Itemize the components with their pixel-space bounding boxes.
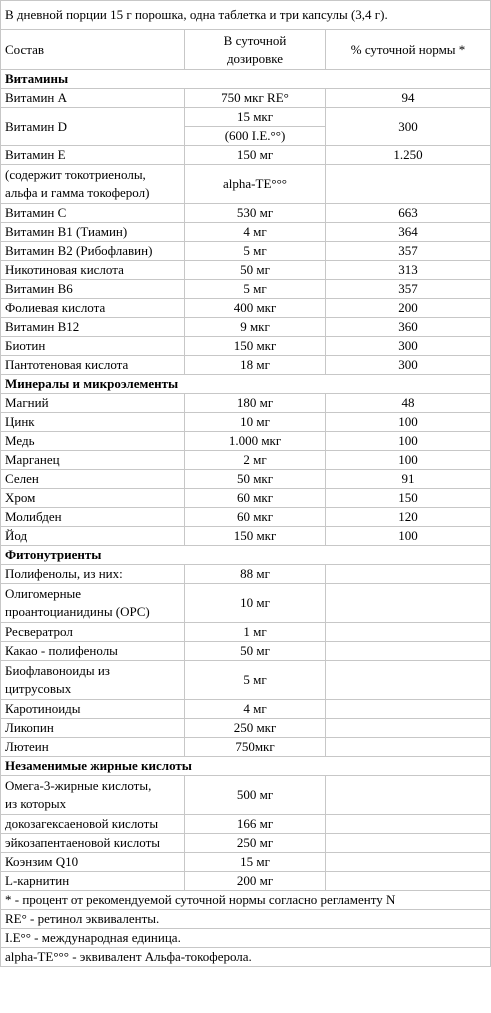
nutrient-name: Витамин C: [1, 204, 185, 223]
nutrient-percent: 663: [326, 204, 491, 223]
nutrient-dose: 4 мг: [185, 223, 326, 242]
nutrient-dose: 15 мг: [185, 853, 326, 872]
nutrient-percent: [326, 584, 491, 623]
nutrient-name: Каротиноиды: [1, 700, 185, 719]
footnote-re: RE° - ретинол эквиваленты.: [1, 910, 491, 929]
nutrient-dose: 50 мкг: [185, 470, 326, 489]
nutrient-name: Коэнзим Q10: [1, 853, 185, 872]
nutrient-name: Медь: [1, 432, 185, 451]
nutrient-percent: [326, 165, 491, 204]
header-percent-norm: % суточной нормы *: [326, 30, 491, 70]
nutrient-dose: 5 мг: [185, 661, 326, 700]
nutrient-name: Цинк: [1, 413, 185, 432]
nutrient-percent: [326, 815, 491, 834]
footnote-percent: * - процент от рекомендуемой суточной нормы согласно регламенту N: [1, 891, 491, 910]
nutrient-dose: 1 мг: [185, 623, 326, 642]
nutrient-percent: [326, 834, 491, 853]
table-row: [1, 108, 491, 127]
nutrient-note-line2: альфа и гамма токоферол): [5, 185, 150, 200]
header-daily-dose: [185, 30, 326, 70]
section-phytonutrients: [1, 546, 491, 565]
nutrient-dose: 50 мг: [185, 261, 326, 280]
nutrient-name: Витамин B6: [1, 280, 185, 299]
nutrient-percent: 100: [326, 413, 491, 432]
table-row: [1, 432, 491, 451]
table-row: [1, 700, 491, 719]
nutrient-dose: 5 мг: [185, 280, 326, 299]
nutrient-name-line2: проантоцианидины (OPC): [5, 604, 150, 619]
footnote-te: alpha-TE°°° - эквивалент Альфа-токоферола.: [1, 948, 491, 967]
table-row: [1, 489, 491, 508]
nutrient-name: Никотиновая кислота: [1, 261, 185, 280]
nutrient-name-line2: из которых: [5, 796, 67, 811]
nutrient-percent: 120: [326, 508, 491, 527]
nutrient-name: Биотин: [1, 337, 185, 356]
nutrient-name: эйкозапентаеновой кислоты: [1, 834, 185, 853]
table-row: [1, 413, 491, 432]
table-row: [1, 394, 491, 413]
nutrient-name: Фолиевая кислота: [1, 299, 185, 318]
nutrient-dose: 9 мкг: [185, 318, 326, 337]
table-row: [1, 815, 491, 834]
nutrient-name: Витамин B1 (Тиамин): [1, 223, 185, 242]
table-row: [1, 299, 491, 318]
nutrient-name: [1, 584, 185, 623]
table-row: [1, 470, 491, 489]
section-title: Минералы и микроэлементы: [1, 375, 491, 394]
nutrient-percent: 364: [326, 223, 491, 242]
table-row: [1, 853, 491, 872]
table-row: [1, 280, 491, 299]
table-row: [1, 776, 491, 815]
nutrient-name-line1: Олигомерные: [5, 586, 82, 601]
nutrient-percent: [326, 565, 491, 584]
table-row: [1, 872, 491, 891]
nutrient-percent: 48: [326, 394, 491, 413]
nutrient-dose: alpha-TE°°°: [185, 165, 326, 204]
nutrient-dose-alt: (600 I.E.°°): [185, 127, 326, 146]
table-row: [1, 584, 491, 623]
nutrient-dose: 250 мкг: [185, 719, 326, 738]
nutrient-dose: 10 мг: [185, 413, 326, 432]
section-title: Незаменимые жирные кислоты: [1, 757, 491, 776]
nutrient-name: докозагексаеновой кислоты: [1, 815, 185, 834]
nutrient-name: Ликопин: [1, 719, 185, 738]
table-row: [1, 261, 491, 280]
table-row: [1, 738, 491, 757]
nutrient-dose: 18 мг: [185, 356, 326, 375]
nutrient-percent: 300: [326, 108, 491, 146]
nutrient-dose: 60 мкг: [185, 508, 326, 527]
nutrient-name: Витамин D: [1, 108, 185, 146]
header-composition: Состав: [1, 30, 185, 70]
nutrient-dose: 1.000 мкг: [185, 432, 326, 451]
nutrient-name: Йод: [1, 527, 185, 546]
table-row: [1, 356, 491, 375]
nutrient-dose: 2 мг: [185, 451, 326, 470]
table-row: [1, 661, 491, 700]
nutrient-name: Витамин A: [1, 89, 185, 108]
nutrient-percent: 357: [326, 242, 491, 261]
nutrient-dose: 60 мкг: [185, 489, 326, 508]
table-row: [1, 527, 491, 546]
nutrient-name: Магний: [1, 394, 185, 413]
table-row: [1, 89, 491, 108]
table-row: [1, 834, 491, 853]
nutrient-dose: 150 мкг: [185, 337, 326, 356]
table-row: [1, 146, 491, 165]
section-vitamins: [1, 70, 491, 89]
header-daily-dose-line1: В суточной: [223, 32, 287, 48]
nutrient-name: L-карнитин: [1, 872, 185, 891]
table-row: [1, 719, 491, 738]
nutrient-name: Ресвератрол: [1, 623, 185, 642]
nutrient-dose: 166 мг: [185, 815, 326, 834]
nutrient-name: [1, 776, 185, 815]
nutrient-name: Витамин B2 (Рибофлавин): [1, 242, 185, 261]
nutrient-percent: [326, 853, 491, 872]
nutrient-dose: 88 мг: [185, 565, 326, 584]
nutrient-percent: 100: [326, 432, 491, 451]
nutrient-name: Витамин E: [1, 146, 185, 165]
footnote-row: [1, 891, 491, 910]
section-title: Фитонутриенты: [1, 546, 491, 565]
header-row: [1, 30, 491, 70]
footnote-row: [1, 910, 491, 929]
nutrient-dose: 500 мг: [185, 776, 326, 815]
nutrient-dose: 750 мкг RE°: [185, 89, 326, 108]
table-row: [1, 223, 491, 242]
nutrient-dose: 150 мг: [185, 146, 326, 165]
table-row: [1, 623, 491, 642]
nutrient-name-line1: Омега-3-жирные кислоты,: [5, 778, 152, 793]
nutrient-dose: 15 мкг: [185, 108, 326, 127]
header-daily-dose-line2: дозировке: [226, 50, 284, 66]
nutrient-dose: 530 мг: [185, 204, 326, 223]
section-fatty-acids: [1, 757, 491, 776]
nutrient-percent: 357: [326, 280, 491, 299]
intro-row: [1, 1, 491, 30]
nutrient-dose: 150 мкг: [185, 527, 326, 546]
nutrient-name: Хром: [1, 489, 185, 508]
nutrient-dose: 180 мг: [185, 394, 326, 413]
table-row: [1, 451, 491, 470]
table-row: [1, 337, 491, 356]
nutrient-percent: 200: [326, 299, 491, 318]
nutrient-note: [1, 165, 185, 204]
nutrient-name: Полифенолы, из них:: [1, 565, 185, 584]
nutrient-percent: 360: [326, 318, 491, 337]
table-row: [1, 642, 491, 661]
nutrient-percent: 300: [326, 337, 491, 356]
table-row: [1, 204, 491, 223]
nutrient-dose: 10 мг: [185, 584, 326, 623]
nutrient-percent: [326, 776, 491, 815]
nutrient-percent: 150: [326, 489, 491, 508]
table-row: [1, 165, 491, 204]
nutrient-dose: 250 мг: [185, 834, 326, 853]
nutrient-dose: 750мкг: [185, 738, 326, 757]
footnote-row: [1, 948, 491, 967]
nutrient-percent: 91: [326, 470, 491, 489]
nutrient-dose: 4 мг: [185, 700, 326, 719]
nutrient-dose: 5 мг: [185, 242, 326, 261]
nutrient-name: Лютеин: [1, 738, 185, 757]
nutrient-name: Пантотеновая кислота: [1, 356, 185, 375]
footnote-ie: I.E°° - международная единица.: [1, 929, 491, 948]
nutrient-note-line1: (содержит токотриенолы,: [5, 167, 146, 182]
nutrient-percent: [326, 872, 491, 891]
nutrient-percent: 94: [326, 89, 491, 108]
nutrient-percent: 1.250: [326, 146, 491, 165]
nutrient-dose: 200 мг: [185, 872, 326, 891]
section-title: Витамины: [1, 70, 491, 89]
nutrient-percent: 100: [326, 451, 491, 470]
table-row: [1, 565, 491, 584]
nutrient-percent: 100: [326, 527, 491, 546]
nutrient-name: [1, 661, 185, 700]
nutrient-name: Селен: [1, 470, 185, 489]
nutrient-percent: 300: [326, 356, 491, 375]
nutrient-name: Витамин B12: [1, 318, 185, 337]
section-minerals: [1, 375, 491, 394]
nutrient-name: Какао - полифенолы: [1, 642, 185, 661]
nutrient-name: Молибден: [1, 508, 185, 527]
intro-text: В дневной порции 15 г порошка, одна таблетка и три капсулы (3,4 г).: [1, 1, 491, 30]
table-row: [1, 318, 491, 337]
nutrient-name-line2: цитрусовых: [5, 681, 72, 696]
nutrient-name: Марганец: [1, 451, 185, 470]
nutrient-percent: [326, 719, 491, 738]
nutrient-dose: 400 мкг: [185, 299, 326, 318]
table-row: [1, 508, 491, 527]
nutrient-percent: [326, 623, 491, 642]
nutrient-percent: [326, 700, 491, 719]
nutrient-dose: 50 мг: [185, 642, 326, 661]
footnote-row: [1, 929, 491, 948]
nutrient-percent: [326, 738, 491, 757]
table-row: [1, 242, 491, 261]
nutrient-name-line1: Биофлавоноиды из: [5, 663, 110, 678]
nutrient-percent: [326, 661, 491, 700]
nutrient-percent: 313: [326, 261, 491, 280]
nutrient-percent: [326, 642, 491, 661]
